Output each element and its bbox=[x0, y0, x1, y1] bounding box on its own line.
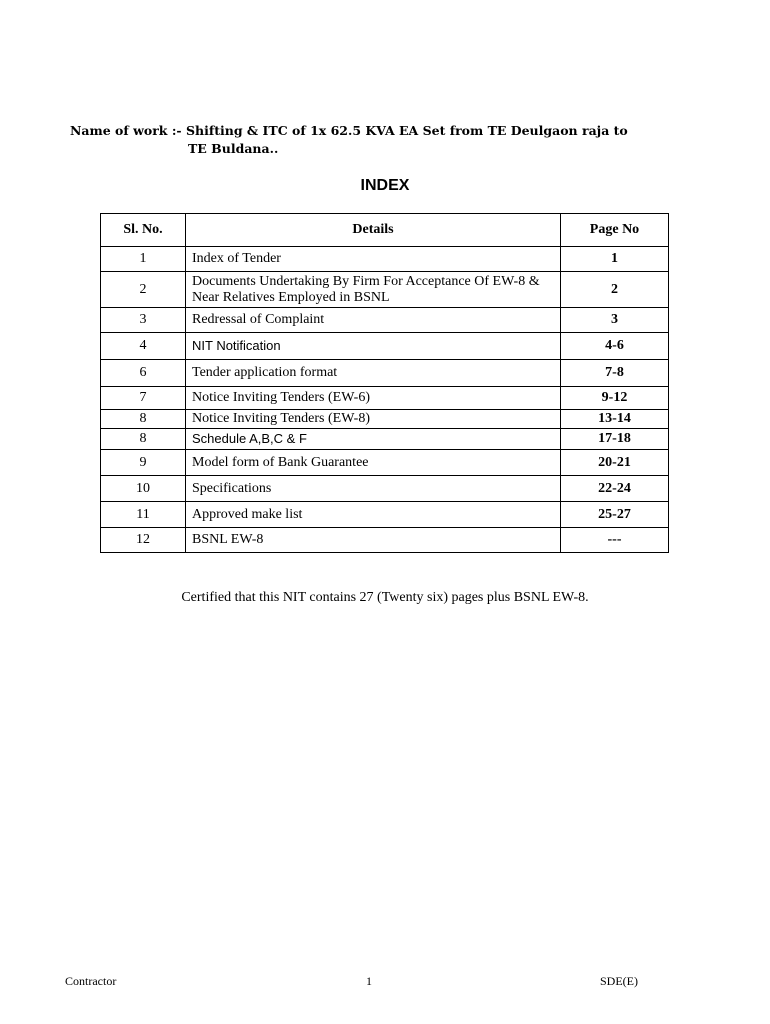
row-sl-no: 11 bbox=[101, 502, 186, 528]
row-sl-no: 2 bbox=[101, 272, 186, 308]
index-heading: INDEX bbox=[360, 177, 410, 194]
row-page-no: 4-6 bbox=[561, 333, 669, 360]
row-details: Model form of Bank Guarantee bbox=[186, 450, 561, 476]
table-row bbox=[101, 272, 669, 308]
row-sl-no: 6 bbox=[101, 360, 186, 387]
work-title-line1: Name of work :- Shifting & ITC of 1x 62.5 KVA EA Set from TE Deulgaon raja to bbox=[70, 123, 628, 138]
footer-contractor: Contractor bbox=[65, 974, 117, 988]
row-details: Approved make list bbox=[186, 502, 561, 528]
row-sl-no: 12 bbox=[101, 528, 186, 553]
row-details: Specifications bbox=[186, 476, 561, 502]
row-page-no: --- bbox=[561, 528, 669, 553]
row-details: Redressal of Complaint bbox=[186, 308, 561, 333]
certification-statement: Certified that this NIT contains 27 (Twenty six) pages plus BSNL EW-8. bbox=[181, 590, 589, 605]
row-page-no: 22-24 bbox=[561, 476, 669, 502]
table-row bbox=[101, 502, 669, 528]
column-header-details: Details bbox=[186, 214, 561, 247]
footer-sde: SDE(E) bbox=[600, 974, 638, 988]
table-row bbox=[101, 247, 669, 272]
row-sl-no: 7 bbox=[101, 387, 186, 410]
row-sl-no: 8 bbox=[101, 410, 186, 429]
row-sl-no: 9 bbox=[101, 450, 186, 476]
work-title bbox=[70, 122, 690, 158]
index-table bbox=[100, 213, 669, 553]
table-row bbox=[101, 308, 669, 333]
row-page-no: 9-12 bbox=[561, 387, 669, 410]
table-row bbox=[101, 450, 669, 476]
row-sl-no: 1 bbox=[101, 247, 186, 272]
table-row bbox=[101, 528, 669, 553]
row-page-no: 20-21 bbox=[561, 450, 669, 476]
row-details: BSNL EW-8 bbox=[186, 528, 561, 553]
table-row bbox=[101, 360, 669, 387]
row-sl-no: 4 bbox=[101, 333, 186, 360]
column-header-sl-no: Sl. No. bbox=[101, 214, 186, 247]
table-header-row bbox=[101, 214, 669, 247]
work-title-line2: TE Buldana.. bbox=[188, 141, 279, 156]
footer-page-number: 1 bbox=[366, 974, 372, 988]
row-details: Index of Tender bbox=[186, 247, 561, 272]
row-details: Notice Inviting Tenders (EW-8) bbox=[186, 410, 561, 429]
table-row bbox=[101, 429, 669, 450]
table-row bbox=[101, 410, 669, 429]
row-page-no: 2 bbox=[561, 272, 669, 308]
row-sl-no: 8 bbox=[101, 429, 186, 450]
table-row bbox=[101, 476, 669, 502]
column-header-page-no: Page No bbox=[561, 214, 669, 247]
table-row bbox=[101, 387, 669, 410]
row-details: Tender application format bbox=[186, 360, 561, 387]
row-details: NIT Notification bbox=[186, 333, 561, 360]
row-page-no: 25-27 bbox=[561, 502, 669, 528]
row-page-no: 7-8 bbox=[561, 360, 669, 387]
row-page-no: 13-14 bbox=[561, 410, 669, 429]
row-page-no: 1 bbox=[561, 247, 669, 272]
row-page-no: 3 bbox=[561, 308, 669, 333]
row-sl-no: 10 bbox=[101, 476, 186, 502]
row-details: Documents Undertaking By Firm For Acceptance Of EW-8 & Near Relatives Employed in BSNL bbox=[186, 272, 561, 308]
table-row bbox=[101, 333, 669, 360]
row-details: Notice Inviting Tenders (EW-6) bbox=[186, 387, 561, 410]
row-sl-no: 3 bbox=[101, 308, 186, 333]
row-page-no: 17-18 bbox=[561, 429, 669, 450]
row-details: Schedule A,B,C & F bbox=[186, 429, 561, 450]
